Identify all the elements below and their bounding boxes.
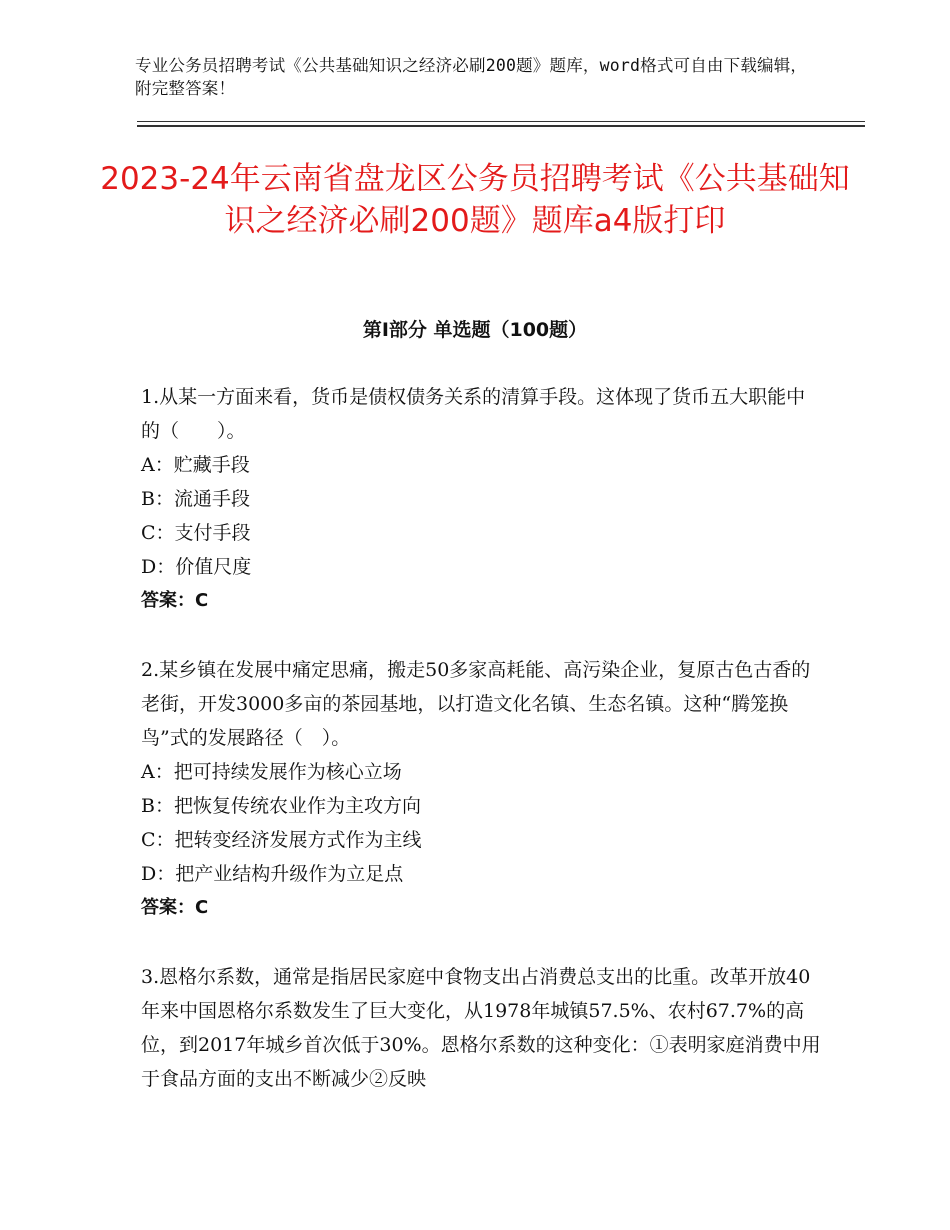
answer: 答案：C [141, 590, 209, 611]
option-b: B：流通手段 [141, 488, 250, 510]
question-text: 3.恩格尔系数，通常是指居民家庭中食物支出占消费总支出的比重。改革开放40年来中国恩格尔系数发生了巨大变化，从1978年城镇57.5%、农村67.7%的高位，到2017年城乡首次低于30%。恩格尔系数的这种变化：①表明家庭消费中用于食品方面的支出不断减少②反映 [141, 966, 821, 1090]
option-d: D：把产业结构升级作为立足点 [141, 863, 404, 885]
section-heading: 第Ⅰ部分 单选题（100题） [362, 319, 588, 341]
question-3 [141, 960, 821, 1096]
answer: 答案：C [141, 897, 209, 918]
document-title: 2023-24年云南省盘龙区公务员招聘考试《公共基础知识之经济必刷200题》题库a4版打印 [100, 161, 850, 239]
question-text: 2.某乡镇在发展中痛定思痛，搬走50多家高耗能、高污染企业，复原古色古香的老街，开发3000多亩的茶园基地，以打造文化名镇、生态名镇。这种“腾笼换鸟”式的发展路径（ ）。 [141, 659, 811, 749]
header-rule-bottom [137, 125, 865, 127]
question-text: 1.从某一方面来看，货币是债权债务关系的清算手段。这体现了货币五大职能中的（ ）。 [141, 386, 806, 442]
option-a: A：贮藏手段 [141, 454, 250, 476]
question-2 [141, 653, 821, 925]
option-d: D：价值尺度 [141, 556, 252, 578]
option-b: B：把恢复传统农业作为主攻方向 [141, 795, 421, 817]
question-1 [141, 380, 821, 618]
header-rule-top [137, 121, 865, 122]
option-a: A：把可持续发展作为核心立场 [141, 761, 402, 783]
header-note: 专业公务员招聘考试《公共基础知识之经济必刷200题》题库，word格式可自由下载编辑，附完整答案！ [135, 56, 808, 98]
option-c: C：支付手段 [141, 522, 251, 544]
option-c: C：把转变经济发展方式作为主线 [141, 829, 422, 851]
